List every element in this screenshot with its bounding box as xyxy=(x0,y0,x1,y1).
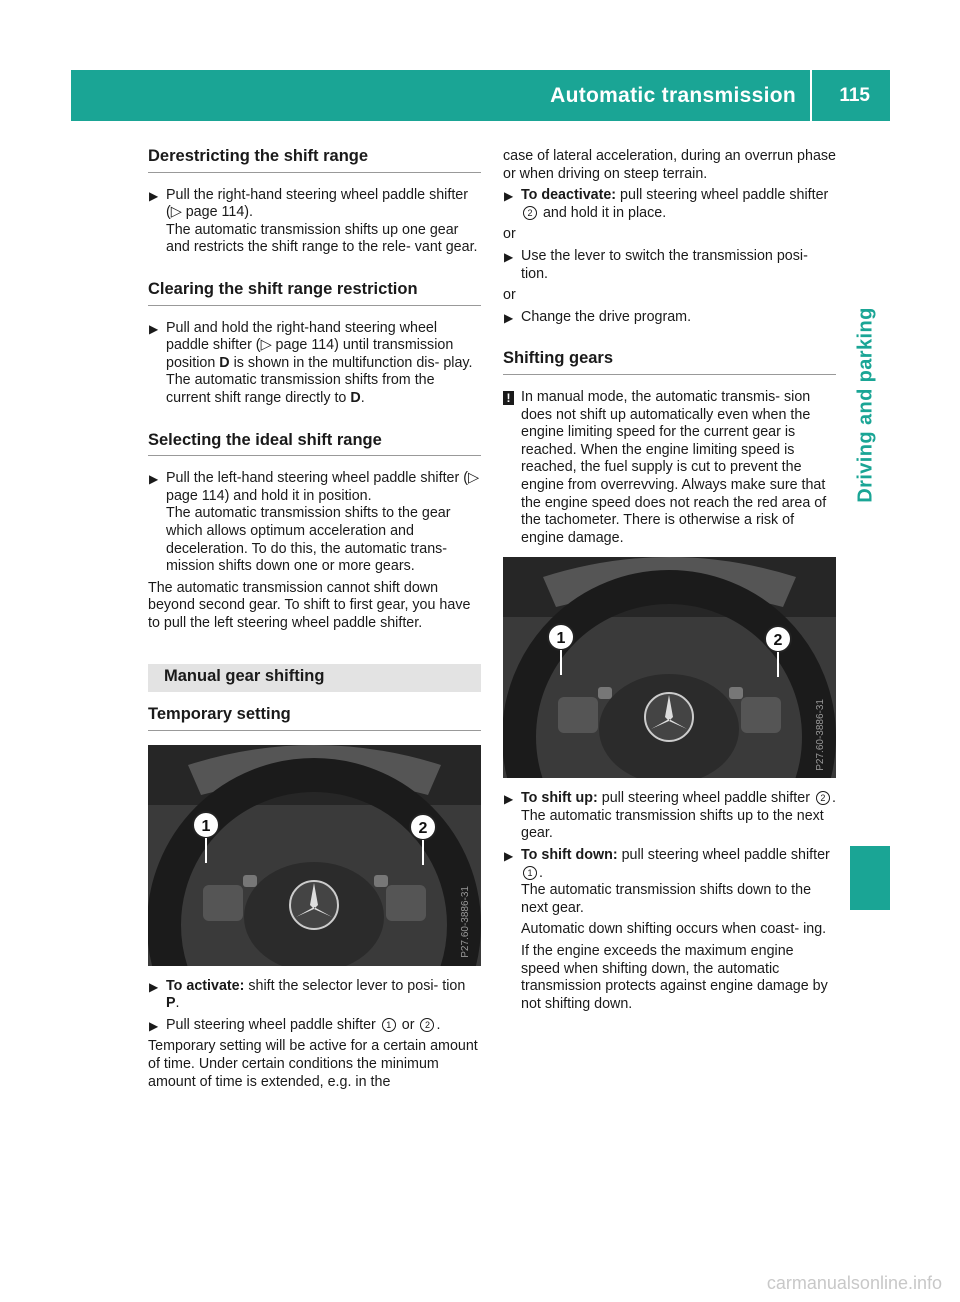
callout-1-icon: 1 xyxy=(523,866,537,880)
deactivate-label: To deactivate: xyxy=(521,187,617,204)
heading-shifting-gears: Shifting gears xyxy=(503,350,836,375)
heading-ideal: Selecting the ideal shift range xyxy=(148,432,481,457)
arrow-icon: ▶ xyxy=(504,849,514,864)
section-box-manual: Manual gear shifting xyxy=(148,664,481,692)
callout-1-label: 1 xyxy=(556,630,566,648)
step-program xyxy=(503,309,836,327)
callout-1-label: 1 xyxy=(201,817,211,835)
side-marker xyxy=(850,846,890,910)
arrow-icon: ▶ xyxy=(149,188,159,203)
pull-text: Pull steering wheel paddle shifter xyxy=(166,1016,380,1033)
step-derestrict xyxy=(148,187,481,257)
shift-down-label: To shift down: xyxy=(521,847,618,864)
step-deactivate xyxy=(503,187,836,222)
step-pull xyxy=(148,1017,481,1035)
step-clearing xyxy=(148,320,481,408)
step-result: The automatic transmission shifts to the gear which allows optimum acceleration and deceleration. To do this, the automatic trans- mission shifts down one or more gears. xyxy=(166,505,451,575)
gear-d: D xyxy=(350,389,361,406)
step-result: The automatic transmission shifts up one gear and restricts the shift range to the rele- vant gear. xyxy=(166,221,478,256)
page-number: 115 xyxy=(839,85,870,106)
shift-down-result: The automatic transmission shifts down to the next gear. xyxy=(521,882,812,916)
warning-note xyxy=(503,389,836,547)
callout-1-icon: 1 xyxy=(382,1018,396,1032)
heading-derestricting: Derestricting the shift range xyxy=(148,148,481,173)
period: . xyxy=(175,995,180,1012)
steering-wheel-image xyxy=(148,745,481,966)
auto-downshift-note: Automatic down shifting occurs when coast- ing. xyxy=(521,921,827,938)
arrow-icon: ▶ xyxy=(149,1018,159,1033)
heading-temporary: Temporary setting xyxy=(148,706,481,731)
lever-text: Use the lever to switch the transmission posi- tion. xyxy=(521,247,808,282)
period: . xyxy=(360,389,365,406)
footer-watermark: carmanualsonline.info xyxy=(766,1273,942,1293)
step-text: Pull the right-hand steering wheel paddle shifter (▷ page 114). xyxy=(166,186,469,221)
shift-down-text: pull steering wheel paddle shifter xyxy=(617,847,830,864)
step-text: Pull and hold the right-hand steering wheel paddle shifter (▷ page 114) until transmission position xyxy=(166,319,454,371)
overspeed-note: If the engine exceeds the maximum engine speed when shifting down, the automatic transmission protects against engine damage by not shifting down. xyxy=(521,943,828,1012)
step-shift-up xyxy=(503,790,836,843)
period: . xyxy=(436,1016,441,1033)
image-code: P27.60-3886-31 xyxy=(815,698,827,771)
left-column xyxy=(148,148,481,1095)
arrow-icon: ▶ xyxy=(149,472,159,487)
deactivate-text: pull steering wheel paddle shifter xyxy=(616,187,829,204)
side-section-label: Driving and parking xyxy=(854,307,877,503)
callout-2-label: 2 xyxy=(773,632,783,650)
callout-2-icon: 2 xyxy=(420,1018,434,1032)
paragraph-continued: case of lateral acceleration, during an overrun phase or when driving on steep terrain. xyxy=(503,148,837,182)
header-bar xyxy=(71,70,890,121)
gear-d: D xyxy=(219,354,230,371)
arrow-icon: ▶ xyxy=(504,792,514,807)
heading-clearing: Clearing the shift range restriction xyxy=(148,281,481,306)
step-text-cont: is shown in the multifunction dis- play. xyxy=(229,354,473,371)
arrow-icon: ▶ xyxy=(504,249,514,264)
shift-up-result: The automatic transmission shifts up to the next gear. xyxy=(521,807,824,842)
step-activate xyxy=(148,978,481,1013)
arrow-icon: ▶ xyxy=(504,189,514,204)
activate-label: To activate: xyxy=(166,977,245,994)
callout-2-label: 2 xyxy=(418,819,428,837)
arrow-icon: ▶ xyxy=(149,979,159,994)
or-text: or xyxy=(397,1016,419,1033)
side-section-tab xyxy=(842,290,890,520)
step-shift-down xyxy=(503,847,836,1013)
deactivate-end: and hold it in place. xyxy=(539,204,667,221)
chapter-title: Automatic transmission xyxy=(550,70,812,121)
shift-up-label: To shift up: xyxy=(521,790,598,807)
or-text: or xyxy=(503,287,516,304)
image-code: P27.60-3886-31 xyxy=(460,885,472,958)
right-column xyxy=(503,148,836,1017)
step-text: Pull the left-hand steering wheel paddle shifter (▷ page 114) and hold it in position. xyxy=(166,470,479,504)
activate-text: shift the selector lever to posi- tion xyxy=(244,977,466,994)
paragraph-second-gear: The automatic transmission cannot shift down beyond second gear. To shift to first gear, you have to pull the left steering wheel paddle shifter. xyxy=(148,579,471,631)
steering-wheel-image-2 xyxy=(503,557,836,778)
gear-p: P xyxy=(166,995,176,1012)
step-lever xyxy=(503,248,836,283)
warning-text: In manual mode, the automatic transmis- sion does not shift up automatically even when the engine limiting speed for the current gear is reached. When the engine limiting speed is reached, the fuel supply is cut to prevent the engine from overrevving. Always make sure that the engine speed does not reach the red area of the tachometer. There is otherwise a risk of engine damage. xyxy=(521,388,827,546)
callout-2-icon: 2 xyxy=(816,791,830,805)
program-text: Change the drive program. xyxy=(521,308,692,325)
period: . xyxy=(831,790,836,807)
step-result: The automatic transmission shifts from the current shift range directly to xyxy=(166,372,435,406)
period: . xyxy=(539,864,543,881)
callout-2-icon: 2 xyxy=(523,206,537,220)
paragraph-temporary: Temporary setting will be active for a certain amount of time. Under certain conditions the minimum amount of time is extended, e.g. in the xyxy=(148,1038,478,1090)
shift-up-text: pull steering wheel paddle shifter xyxy=(597,790,814,807)
warning-icon: ! xyxy=(503,391,514,405)
step-ideal xyxy=(148,470,481,576)
arrow-icon: ▶ xyxy=(149,321,159,336)
arrow-icon: ▶ xyxy=(504,310,514,325)
or-text: or xyxy=(503,226,516,243)
